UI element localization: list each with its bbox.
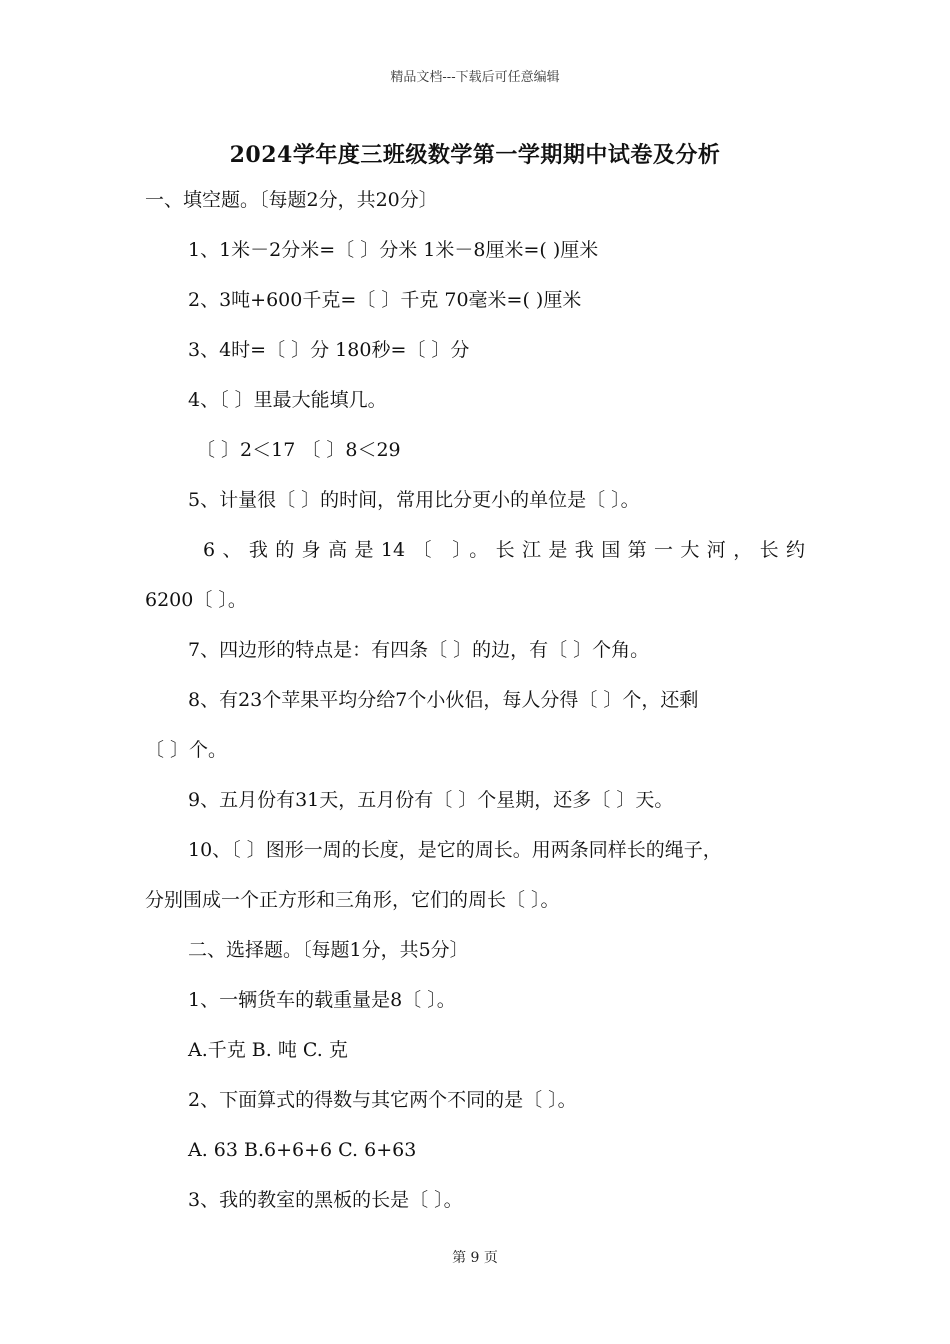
question-line: 3、我的教室的黑板的长是〔 〕。 <box>188 1189 463 1211</box>
answer-options: A.千克 B. 吨 C. 克 <box>188 1039 348 1061</box>
question-line: 〔 〕2＜17 〔 〕8＜29 <box>196 439 401 461</box>
section-heading-multiple-choice: 二、选择题。〔每题1分，共5分〕 <box>188 939 469 961</box>
question-line: 3、4时=〔 〕分 180秒=〔 〕分 <box>188 339 470 361</box>
header-note: 精品文档---下载后可任意编辑 <box>390 70 560 85</box>
question-line: 5、计量很〔 〕的时间，常用比分更小的单位是〔 〕。 <box>188 489 640 511</box>
question-line-continued: 〔 〕个。 <box>145 739 228 761</box>
question-line: 4、〔 〕里最大能填几。 <box>188 389 387 411</box>
question-line: 2、3吨+600千克=〔 〕千克 70毫米=( )厘米 <box>188 289 582 311</box>
section-heading-fill-blank: 一、填空题。〔每题2分，共20分〕 <box>145 189 438 211</box>
question-line-continued: 分别围成一个正方形和三角形，它们的周长〔 〕。 <box>145 889 560 911</box>
question-line: 6、我的身高是14〔 〕。长江是我国第一大河，长约 <box>203 539 805 561</box>
question-line: 1、一辆货车的载重量是8〔 〕。 <box>188 989 456 1011</box>
question-line: 1、1米－2分米=〔 〕分米 1米－8厘米=( )厘米 <box>188 239 599 261</box>
question-line: 8、有23个苹果平均分给7个小伙侣，每人分得〔 〕个，还剩 <box>188 689 699 711</box>
question-line: 2、下面算式的得数与其它两个不同的是〔 〕。 <box>188 1089 577 1111</box>
question-line: 7、四边形的特点是：有四条〔 〕的边，有〔 〕个角。 <box>188 639 650 661</box>
question-line: 9、五月份有31天，五月份有〔 〕个星期，还多〔 〕天。 <box>188 789 674 811</box>
question-line-continued: 6200〔 〕。 <box>145 589 247 611</box>
page-number: 第 9 页 <box>452 1250 498 1266</box>
page-title: 2024学年度三班级数学第一学期期中试卷及分析 <box>229 142 721 168</box>
question-line: 10、〔 〕图形一周的长度，是它的周长。用两条同样长的绳子， <box>188 839 722 861</box>
answer-options: A. 63 B.6+6+6 C. 6+63 <box>188 1139 417 1161</box>
